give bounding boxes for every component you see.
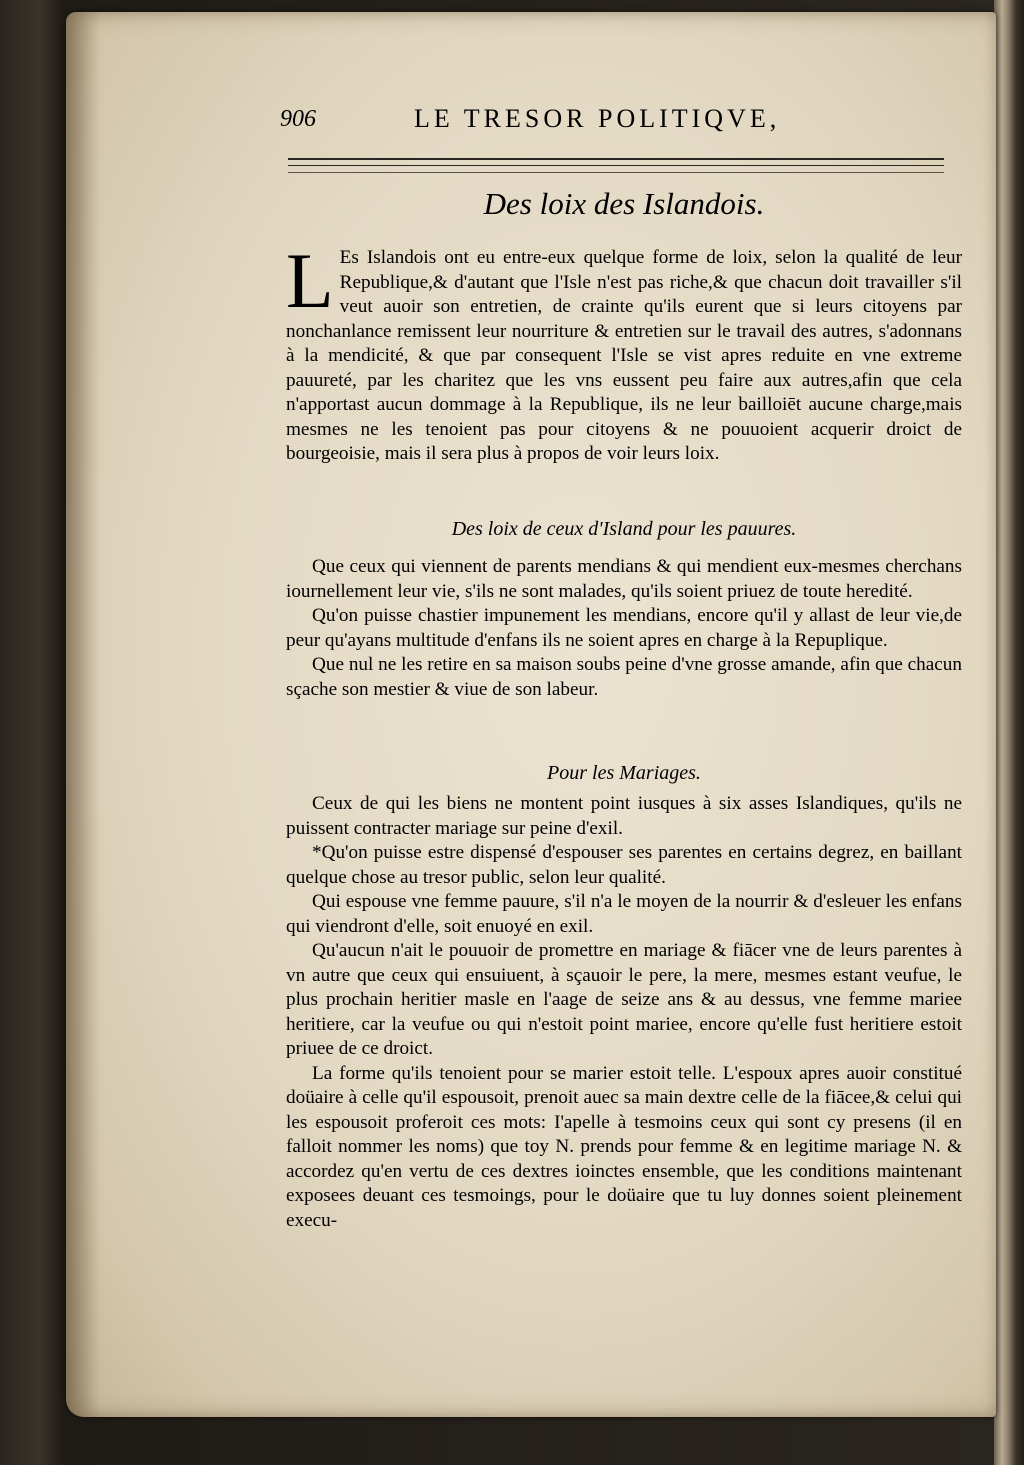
page-number: 906 — [280, 106, 316, 132]
intro-text: Es Islandois ont eu entre-eux quelque forme de loix, selon la qualité de leur Republique,& d'autant que l'Isle n'est pas riche,& que chacun doit travailler s'il veut auoir son entretien, de crainte qu'ils eurent que si leurs citoyens par nonchanlance remissent leur nourriture & entretien sur le travail des autres, s'adonnans à la mendicité, & que par consequent l'Isle se vist apres reduite en vne extreme pauureté, par les charitez que les vns eussent peu faire aux autres,afin que cela n'apportast aucun dommage à la Republique, ils ne leur bailloiēt aucune charge,mais mesmes ne les tenoient pas pour citoyens & ne pouuoient acquerir droict de bourgeoisie, mais il sera plus à propos de voir leurs loix. — [286, 247, 962, 464]
next-page-edge — [994, 0, 1024, 1465]
chapter-title: Des loix des Islandois. — [483, 186, 765, 221]
law-paragraph: Ceux de qui les biens ne montent point iusques à six asses Islandiques, qu'ils ne puissent contracter mariage sur peine d'exil. — [286, 793, 962, 839]
section-title-marriage: Pour les Mariages. — [547, 762, 701, 784]
header-rule-thin — [288, 172, 944, 173]
page-header — [218, 100, 998, 173]
law-paragraph: Qu'on puisse chastier impunement les mendians, encore qu'il y allast de leur vie,de peur qu'ayans multitude d'enfans ils ne soient apres en charge à la Repuplique. — [286, 605, 962, 651]
running-title: LE TRESOR POLITIQVE, — [414, 104, 781, 133]
intro-paragraph — [286, 237, 962, 467]
law-paragraph: Que nul ne les retire en sa maison soubs peine d'vne grosse amande, afin que chacun sçache son mestier & viue de son labeur. — [286, 654, 962, 700]
law-paragraph: La forme qu'ils tenoient pour se marier estoit telle. L'espoux apres auoir constitué doüaire à celle qu'il espousoit, prenoit auec sa main dextre celle de la fiācee,& celui qui les espousoit proferoit ces mots: I'apelle à tesmoins ceux qui sont cy presens (il en falloit nommer les noms) que toy N. prends pour femme & en legitime mariage N. & accordez qu'en vertu de ces dextres ioinctes ensemble, que les conditions maintenant exposees deuant ces tesmoings, pour le doüaire que tu luy donnes soient pleinement execu- — [286, 1062, 962, 1231]
law-paragraph: Que ceux qui viennent de parents mendians & qui mendient eux-mesmes cherchans iournellement leur vie, s'ils ne sont malades, qu'ils soient priuez de toute heredité. — [286, 556, 962, 602]
law-paragraph: *Qu'on puisse estre dispensé d'espouser ses parentes en certains degrez, en baillant quelque chose au tresor public, selon leur qualité. — [286, 842, 962, 888]
law-paragraph: Qu'aucun n'ait le pouuoir de promettre en mariage & fiācer vne de leurs parentes à vn autre que ceux qui ensuiuent, à sçauoir le pere, la mere, mesmes estant veufue, le plus prochain heritier masle en l'aage de seize ans & au dessus, vne femme mariee heritiere, car la veufue ou qui n'estoit point mariee, encore qu'elle fust heritiere estoit priuee de ce droict. — [286, 940, 962, 1059]
section-poor-body — [286, 555, 962, 702]
section-marriage-body — [286, 792, 962, 1233]
law-paragraph: Qui espouse vne femme pauure, s'il n'a le moyen de la nourrir & d'esleuer les enfans qui viendront d'elle, soit enuoyé en exil. — [286, 891, 962, 937]
header-rule — [288, 158, 944, 166]
section-title-poor: Des loix de ceux d'Island pour les pauures. — [451, 518, 797, 540]
drop-cap: L — [286, 237, 334, 324]
